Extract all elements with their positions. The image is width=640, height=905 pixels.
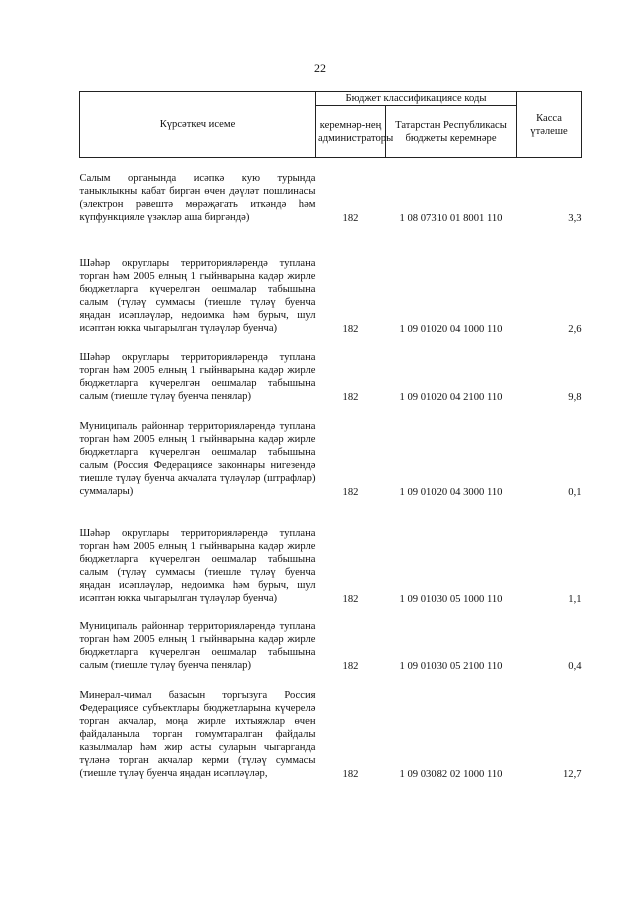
table-row xyxy=(80,404,582,499)
row-code: 1 09 01030 05 2100 110 xyxy=(399,660,503,672)
row-admin: 182 xyxy=(342,323,359,335)
table-row xyxy=(80,336,582,404)
page-number: 22 xyxy=(314,61,326,75)
table-row xyxy=(80,225,582,336)
row-code: 1 09 01020 04 2100 110 xyxy=(399,391,503,403)
header-budget-classification: Бюджет классификациясе коды xyxy=(316,92,517,106)
row-admin: 182 xyxy=(342,391,359,403)
row-name: Шәһәр округлары территорияләрендә туплана торган һәм 2005 елның 1 гыйнварына кадәр жирле бюджетларга күчерелгән оешмалар табышына салым (түләү суммасы (тиешле түләү буенча яңадан исәпләүләр, недоимка һәм бурыч, шул исәптән юкка чыгарылган түләүләр буенча) xyxy=(79,527,316,605)
row-name: Салым органында исәпкә кую турында таныклыкны кабат биргән өчен дәүләт пошлинасы (электрон рәвештә мөрәҗәгать иткәндә һәм күпфункцияле үзәкләр аша биргәндә) xyxy=(79,173,316,224)
row-cash: 2,6 xyxy=(568,323,582,335)
table-body xyxy=(80,158,582,781)
row-admin: 182 xyxy=(342,486,359,498)
row-admin: 182 xyxy=(342,768,359,780)
budget-table xyxy=(79,91,582,781)
row-cash: 0,1 xyxy=(568,486,582,498)
row-name: Шәһәр округлары территорияләрендә туплана торган һәм 2005 елның 1 гыйнварына кадәр жирле бюджетларга күчерелгән оешмалар табышына салым (тиешле түләү буенча пенялар) xyxy=(79,352,316,403)
table-row xyxy=(80,158,582,225)
row-admin: 182 xyxy=(342,660,359,672)
row-cash: 1,1 xyxy=(568,593,582,605)
row-name: Муниципаль районнар территорияләрендә туплана торган һәм 2005 елның 1 гыйнварына кадәр жирле бюджетларга күчерелгән оешмалар табышына салым (Россия Федерациясе законнары нигезендә тиешле түләү буенча акчалата түләүләр (штрафлар) суммалары) xyxy=(79,420,316,498)
row-name: Шәһәр округлары территорияләрендә туплана торган һәм 2005 елның 1 гыйнварына кадәр жирле бюджетларга күчерелгән оешмалар табышына салым (түләү суммасы (тиешле түләү буенча яңадан исәпләүләр, недоимка һәм бурыч, шул исәптән юкка чыгарылган түләүләр буенча) xyxy=(79,257,316,335)
row-code: 1 09 01020 04 3000 110 xyxy=(399,486,503,498)
row-name: Минерал-чимал базасын торгызуга Россия Федерациясе субъектлары бюджетларына күчерелә торган акчалар, моңа жирле ихтыяжлар өчен файдаланыла торган гомумтаралган файдалы казылмалар һәм жир асты суларын чыгарганда түләнә торган акчалар керми (түләү суммасы (тиешле түләү буенча яңадан исәпләүләр, xyxy=(79,689,316,780)
row-admin: 182 xyxy=(342,593,359,605)
row-cash: 9,8 xyxy=(568,391,582,403)
table-row xyxy=(80,673,582,781)
header-cash: Касса үтәлеше xyxy=(517,92,582,158)
header-admin-code: керемнәр-нең администраторы xyxy=(316,106,386,158)
row-code: 1 08 07310 01 8001 110 xyxy=(399,212,503,224)
table-row xyxy=(80,499,582,606)
row-admin: 182 xyxy=(342,212,359,224)
row-code: 1 09 01020 04 1000 110 xyxy=(399,323,503,335)
row-cash: 12,7 xyxy=(562,768,582,780)
table-row xyxy=(80,606,582,673)
row-code: 1 09 01030 05 1000 110 xyxy=(399,593,503,605)
header-republic-budget-code: Татарстан Республикасы бюджеты керемнәре xyxy=(386,106,517,158)
header-indicator: Күрсәткеч исеме xyxy=(80,92,316,158)
row-code: 1 09 03082 02 1000 110 xyxy=(399,768,503,780)
row-cash: 0,4 xyxy=(568,660,582,672)
row-cash: 3,3 xyxy=(568,212,582,224)
row-name: Муниципаль районнар территорияләрендә туплана торган һәм 2005 елның 1 гыйнварына кадәр жирле бюджетларга күчерелгән оешмалар табышына салым (тиешле түләү буенча пенялар) xyxy=(79,621,316,672)
